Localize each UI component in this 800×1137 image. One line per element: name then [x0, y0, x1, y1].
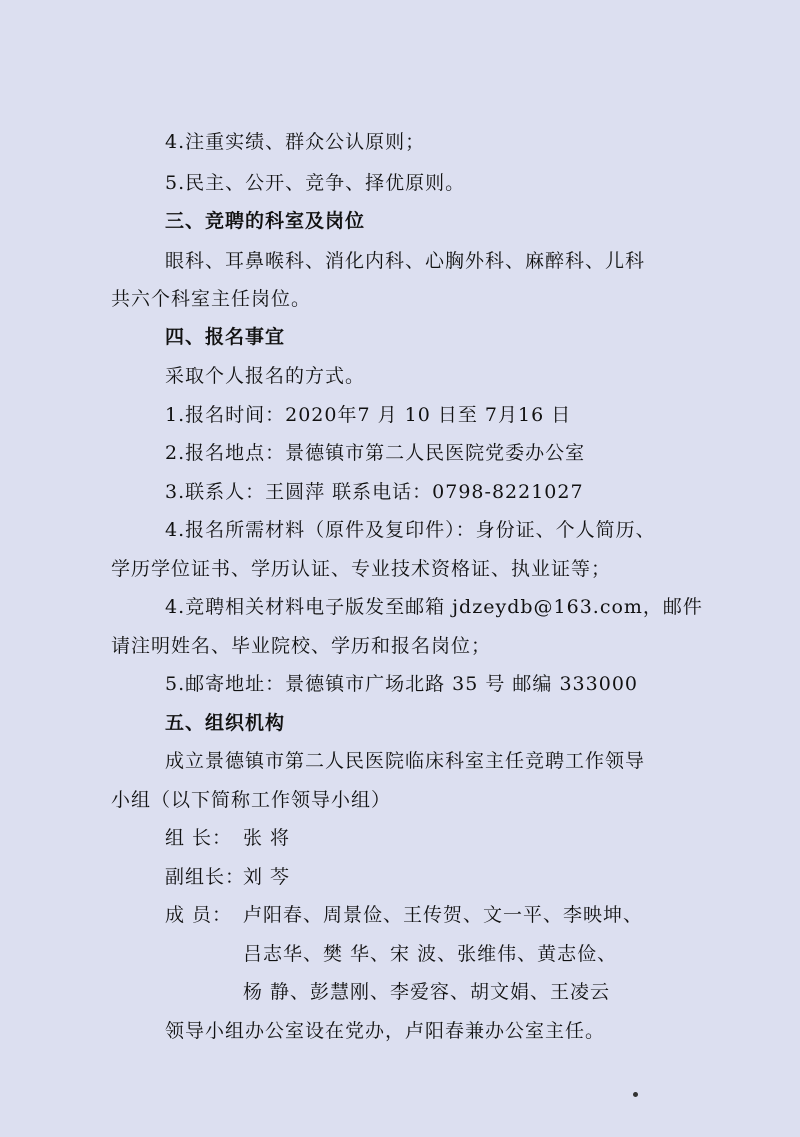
scan-speck [633, 1092, 638, 1097]
email-line-2: 请注明姓名、毕业院校、学历和报名岗位； [111, 635, 492, 657]
principle-4: 4.注重实绩、群众公认原则； [165, 131, 426, 153]
departments-line-1: 眼科、耳鼻喉科、消化内科、心胸外科、麻醉科、儿科 [165, 250, 646, 272]
registration-method: 采取个人报名的方式。 [165, 365, 366, 387]
principle-5: 5.民主、公开、竞争、择优原则。 [165, 172, 466, 194]
departments-line-2: 共六个科室主任岗位。 [111, 288, 312, 310]
group-leader-name: 张 将 [243, 827, 291, 849]
section-heading-3: 三、竞聘的科室及岗位 [165, 210, 366, 232]
group-leader-label: 组 长： [165, 827, 233, 849]
deputy-leader-name: 刘 芩 [243, 866, 291, 888]
mailing-address: 5.邮寄地址：景德镇市广场北路 35 号 邮编 333000 [165, 673, 638, 695]
group-leader-row [165, 824, 290, 852]
members-row-1 [165, 901, 643, 929]
deputy-leader-row [165, 863, 290, 891]
members-names-1: 卢阳春、周景俭、王传贺、文一平、李映坤、 [243, 904, 644, 926]
contact-info: 3.联系人：王圆萍 联系电话：0798-8221027 [165, 481, 584, 503]
email-line-1: 4.竞聘相关材料电子版发至邮箱 jdzeydb@163.com，邮件 [165, 596, 703, 618]
section-heading-4: 四、报名事宜 [165, 326, 286, 348]
office-line: 领导小组办公室设在党办，卢阳春兼办公室主任。 [165, 1020, 606, 1042]
section-heading-5: 五、组织机构 [165, 712, 286, 734]
registration-place: 2.报名地点：景德镇市第二人民医院党委办公室 [165, 442, 586, 464]
members-names-3: 杨 静、彭慧刚、李爱容、胡文娟、王凌云 [243, 981, 611, 1003]
materials-line-1: 4.报名所需材料（原件及复印件）：身份证、个人简历、 [165, 519, 656, 541]
organization-line-1: 成立景德镇市第二人民医院临床科室主任竞聘工作领导 [165, 750, 646, 772]
organization-line-2: 小组（以下简称工作领导小组） [111, 789, 392, 811]
members-names-2: 吕志华、樊 华、宋 波、张维伟、黄志俭、 [243, 943, 618, 965]
registration-time: 1.报名时间：2020年7 月 10 日至 7月16 日 [165, 404, 572, 426]
deputy-leader-label: 副组长： [165, 866, 246, 888]
materials-line-2: 学历学位证书、学历认证、专业技术资格证、执业证等； [111, 558, 612, 580]
members-label: 成 员： [165, 904, 233, 926]
